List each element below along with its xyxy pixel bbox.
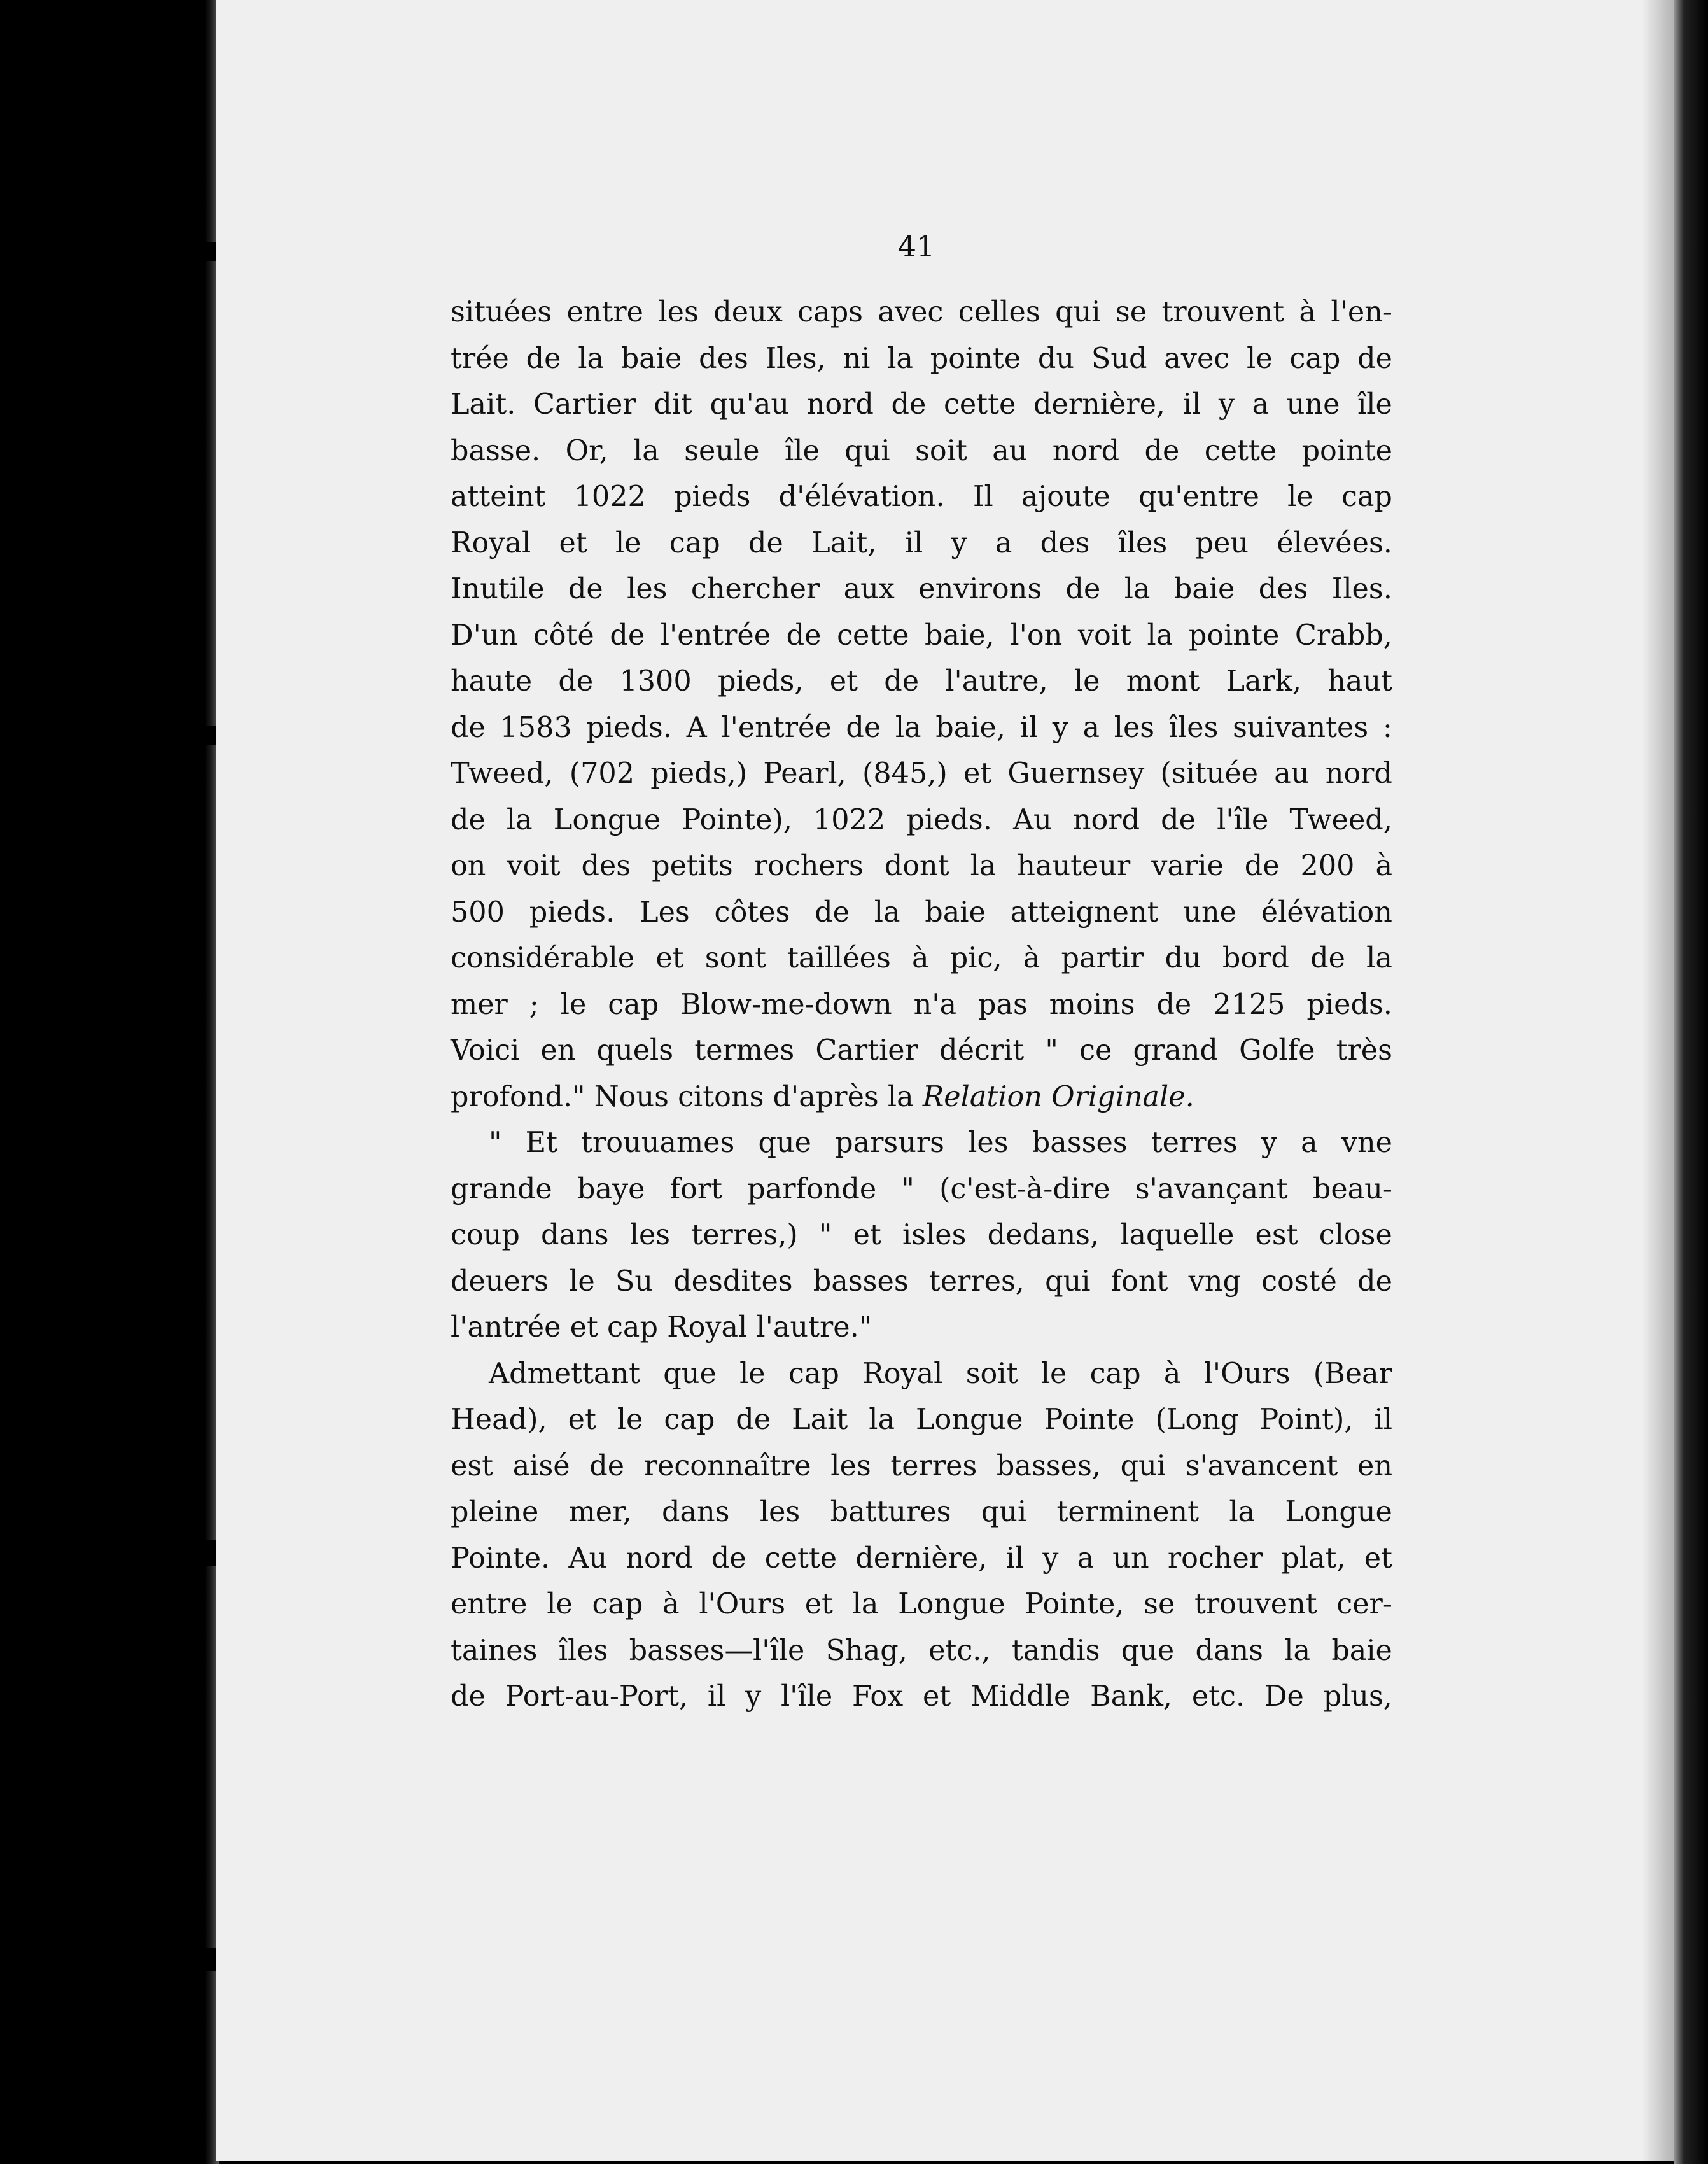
text-line: Head), et le cap de Lait la Longue Pointe (Long Point), il bbox=[451, 1403, 1392, 1436]
text-line: Tweed, (702 pieds,) Pearl, (845,) et Guernsey (située au nord bbox=[451, 757, 1392, 790]
text-line: D'un côté de l'entrée de cette baie, l'on voit la pointe Crabb, bbox=[451, 619, 1392, 652]
text-line: Lait. Cartier dit qu'au nord de cette dernière, il y a une île bbox=[451, 388, 1392, 421]
text-line: entre le cap à l'Ours et la Longue Pointe, se trouvent cer- bbox=[451, 1588, 1392, 1620]
text-line: on voit des petits rochers dont la hauteur varie de 200 à bbox=[451, 850, 1392, 882]
text-line: de 1583 pieds. A l'entrée de la baie, il y a les îles suivantes : bbox=[451, 711, 1392, 744]
binding-mark bbox=[197, 242, 216, 261]
text-line: Admettant que le cap Royal soit le cap à l'Ours (Bear bbox=[489, 1357, 1392, 1390]
text-line: situées entre les deux caps avec celles qui se trouvent à l'en- bbox=[451, 296, 1392, 328]
line-text: profond." Nous citons d'après la bbox=[451, 1080, 923, 1113]
text-line: basse. Or, la seule île qui soit au nord de cette pointe bbox=[451, 434, 1392, 467]
italic-citation: Relation Originale. bbox=[922, 1080, 1194, 1113]
text-line: atteint 1022 pieds d'élévation. Il ajoute qu'entre le cap bbox=[451, 481, 1392, 513]
text-line: mer ; le cap Blow-me-down n'a pas moins de 2125 pieds. bbox=[451, 988, 1392, 1021]
text-line: deuers le Su desdites basses terres, qui font vng costé de bbox=[451, 1265, 1392, 1298]
binding-mark bbox=[197, 726, 216, 745]
text-line: " Et trouuames que parsurs les basses terres y a vne bbox=[489, 1127, 1392, 1159]
text-line: pleine mer, dans les battures qui terminent la Longue bbox=[451, 1496, 1392, 1528]
page-right-edge bbox=[1674, 0, 1708, 2164]
text-line: haute de 1300 pieds, et de l'autre, le mont Lark, haut bbox=[451, 665, 1392, 698]
text-line: 500 pieds. Les côtes de la baie atteignent une élévation bbox=[451, 896, 1392, 929]
text-line: de la Longue Pointe), 1022 pieds. Au nord de l'île Tweed, bbox=[451, 803, 1392, 836]
text-line: Inutile de les chercher aux environs de la baie des Iles. bbox=[451, 573, 1392, 605]
text-line: Royal et le cap de Lait, il y a des îles peu élevées. bbox=[451, 526, 1392, 559]
text-line: considérable et sont taillées à pic, à partir du bord de la bbox=[451, 942, 1392, 974]
page-number: 41 bbox=[897, 229, 935, 263]
text-line: taines îles basses—l'île Shag, etc., tandis que dans la baie bbox=[451, 1634, 1392, 1667]
text-line: de Port-au-Port, il y l'île Fox et Middle Bank, etc. De plus, bbox=[451, 1680, 1392, 1713]
text-line: est aisé de reconnaître les terres basses, qui s'avancent en bbox=[451, 1449, 1392, 1482]
text-line: Pointe. Au nord de cette dernière, il y a un rocher plat, et bbox=[451, 1542, 1392, 1575]
binding-mark bbox=[197, 1540, 216, 1566]
text-line: Voici en quels termes Cartier décrit " ce grand Golfe très bbox=[451, 1034, 1392, 1067]
binding-mark bbox=[197, 1948, 216, 1971]
text-line: l'antrée et cap Royal l'autre." bbox=[451, 1311, 872, 1344]
page-right-shadow bbox=[1642, 0, 1674, 2164]
body-text bbox=[451, 290, 1392, 1720]
text-line bbox=[451, 1074, 1392, 1121]
text-line: grande baye fort parfonde " (c'est-à-dire s'avançant beau- bbox=[451, 1172, 1392, 1205]
text-line: coup dans les terres,) " et isles dedans, laquelle est close bbox=[451, 1219, 1392, 1251]
text-line: trée de la baie des Iles, ni la pointe du Sud avec le cap de bbox=[451, 342, 1392, 375]
